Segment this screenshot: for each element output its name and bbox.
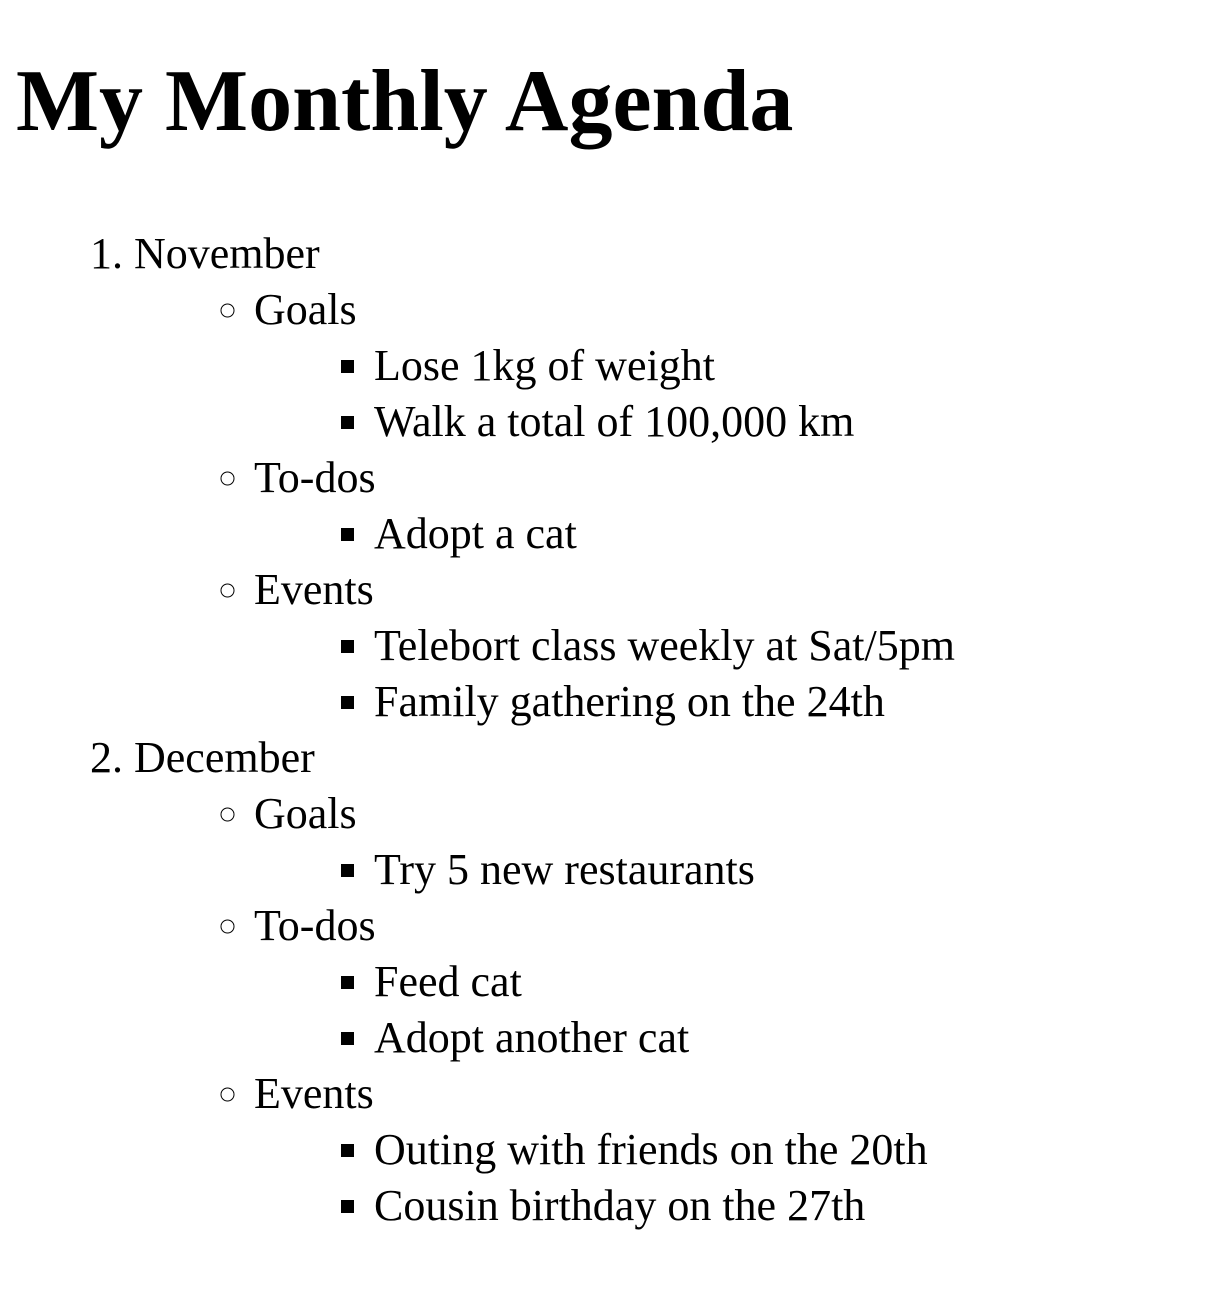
month-name: November <box>134 229 320 278</box>
section-label: To-dos <box>254 453 376 502</box>
month-item-december <box>134 730 1210 1234</box>
item-list <box>254 338 1210 450</box>
section-list <box>134 786 1210 1234</box>
list-item: ▪ Try 5 new restaurants <box>374 842 1210 898</box>
section-goals <box>254 786 1210 898</box>
item-list <box>254 954 1210 1066</box>
page-title: My Monthly Agenda <box>16 53 794 150</box>
section-todos <box>254 450 1210 562</box>
section-label: Events <box>254 1069 374 1118</box>
section-goals <box>254 282 1210 450</box>
section-label: Goals <box>254 789 357 838</box>
list-item: ▪ Walk a total of 100,000 km <box>374 394 1210 450</box>
list-item: ▪ Family gathering on the 24th <box>374 674 1210 730</box>
month-list <box>16 226 1210 1234</box>
list-item: ▪ Cousin birthday on the 27th <box>374 1178 1210 1234</box>
list-item: ▪ Outing with friends on the 20th <box>374 1122 1210 1178</box>
section-events <box>254 1066 1210 1234</box>
item-list <box>254 842 1210 898</box>
month-name: December <box>134 733 315 782</box>
section-events <box>254 562 1210 730</box>
item-list <box>254 1122 1210 1234</box>
section-list <box>134 282 1210 730</box>
list-item: ▪ Telebort class weekly at Sat/5pm <box>374 618 1210 674</box>
list-item: ▪ Adopt a cat <box>374 506 1210 562</box>
section-label: To-dos <box>254 901 376 950</box>
item-list <box>254 618 1210 730</box>
section-label: Events <box>254 565 374 614</box>
item-list <box>254 506 1210 562</box>
section-todos <box>254 898 1210 1066</box>
month-item-november <box>134 226 1210 730</box>
list-item: ▪ Adopt another cat <box>374 1010 1210 1066</box>
section-label: Goals <box>254 285 357 334</box>
list-item: ▪ Feed cat <box>374 954 1210 1010</box>
list-item: ▪ Lose 1kg of weight <box>374 338 1210 394</box>
